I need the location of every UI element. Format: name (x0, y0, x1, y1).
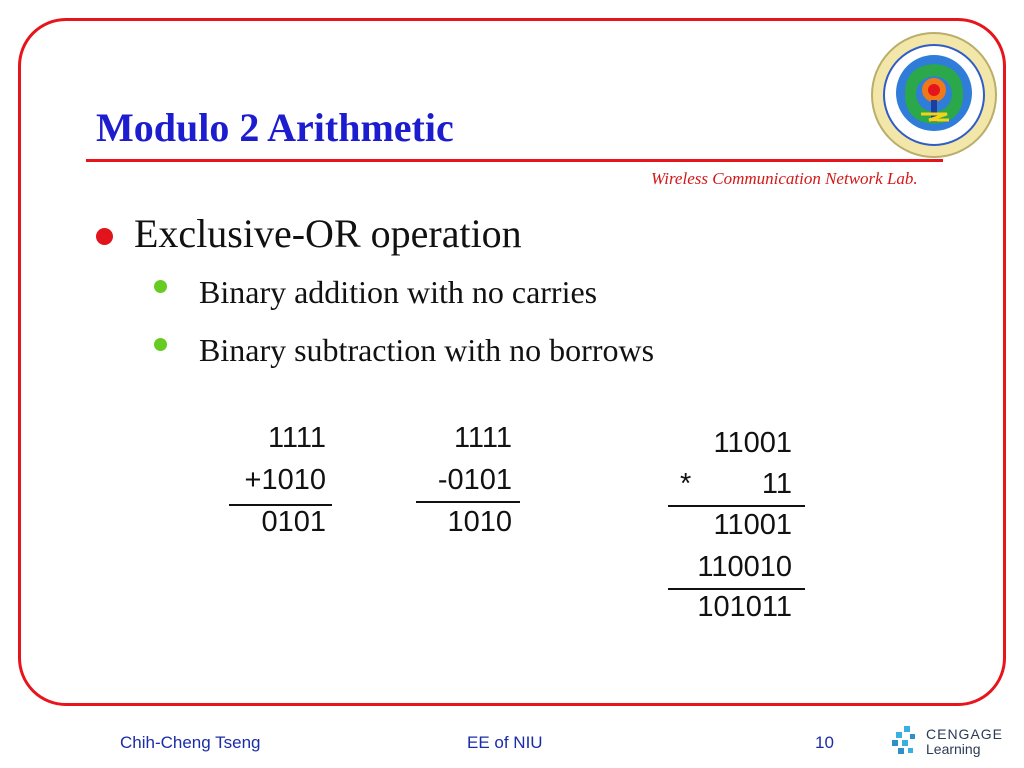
multiply-operand-b: 11 (761, 468, 792, 500)
multiply-operand-a: 11001 (713, 427, 792, 459)
university-seal-icon (869, 30, 999, 160)
title-underline (86, 159, 943, 162)
addition-result: 0101 (261, 506, 326, 538)
multiply-partial-2: 110010 (697, 551, 792, 583)
cengage-name: CENGAGE (926, 726, 1004, 742)
subtraction-operand-a: 1111 (453, 422, 512, 454)
multiply-sum-rule (668, 588, 805, 590)
bullet-dot-icon (96, 228, 113, 245)
multiply-partial-1: 11001 (713, 509, 792, 541)
subtraction-operand-b: -0101 (437, 464, 512, 496)
multiply-operator: * (680, 468, 692, 500)
lab-name: Wireless Communication Network Lab. (651, 169, 918, 188)
footer-page-number: 10 (815, 733, 834, 752)
multiply-rule (668, 505, 805, 507)
sub-bullet-text: Binary addition with no carries (199, 274, 598, 310)
sub-bullet-dot-icon (154, 280, 167, 293)
footer-dept: EE of NIU (467, 733, 543, 752)
sub-bullet-text: Binary subtraction with no borrows (199, 332, 655, 368)
cengage-sub: Learning (926, 741, 981, 757)
multiply-result: 101011 (697, 591, 792, 623)
subtraction-rule (416, 501, 520, 503)
subtraction-result: 1010 (447, 506, 512, 538)
addition-operand-b: +1010 (244, 464, 326, 496)
slide-title: Modulo 2 Arithmetic (96, 105, 454, 150)
addition-operand-a: 1111 (267, 422, 326, 454)
footer-author: Chih-Cheng Tseng (120, 733, 261, 752)
sub-bullet-dot-icon (154, 338, 167, 351)
cengage-logo (890, 724, 1020, 758)
cengage-mark-icon (890, 724, 924, 758)
bullet-text: Exclusive-OR operation (134, 211, 522, 256)
